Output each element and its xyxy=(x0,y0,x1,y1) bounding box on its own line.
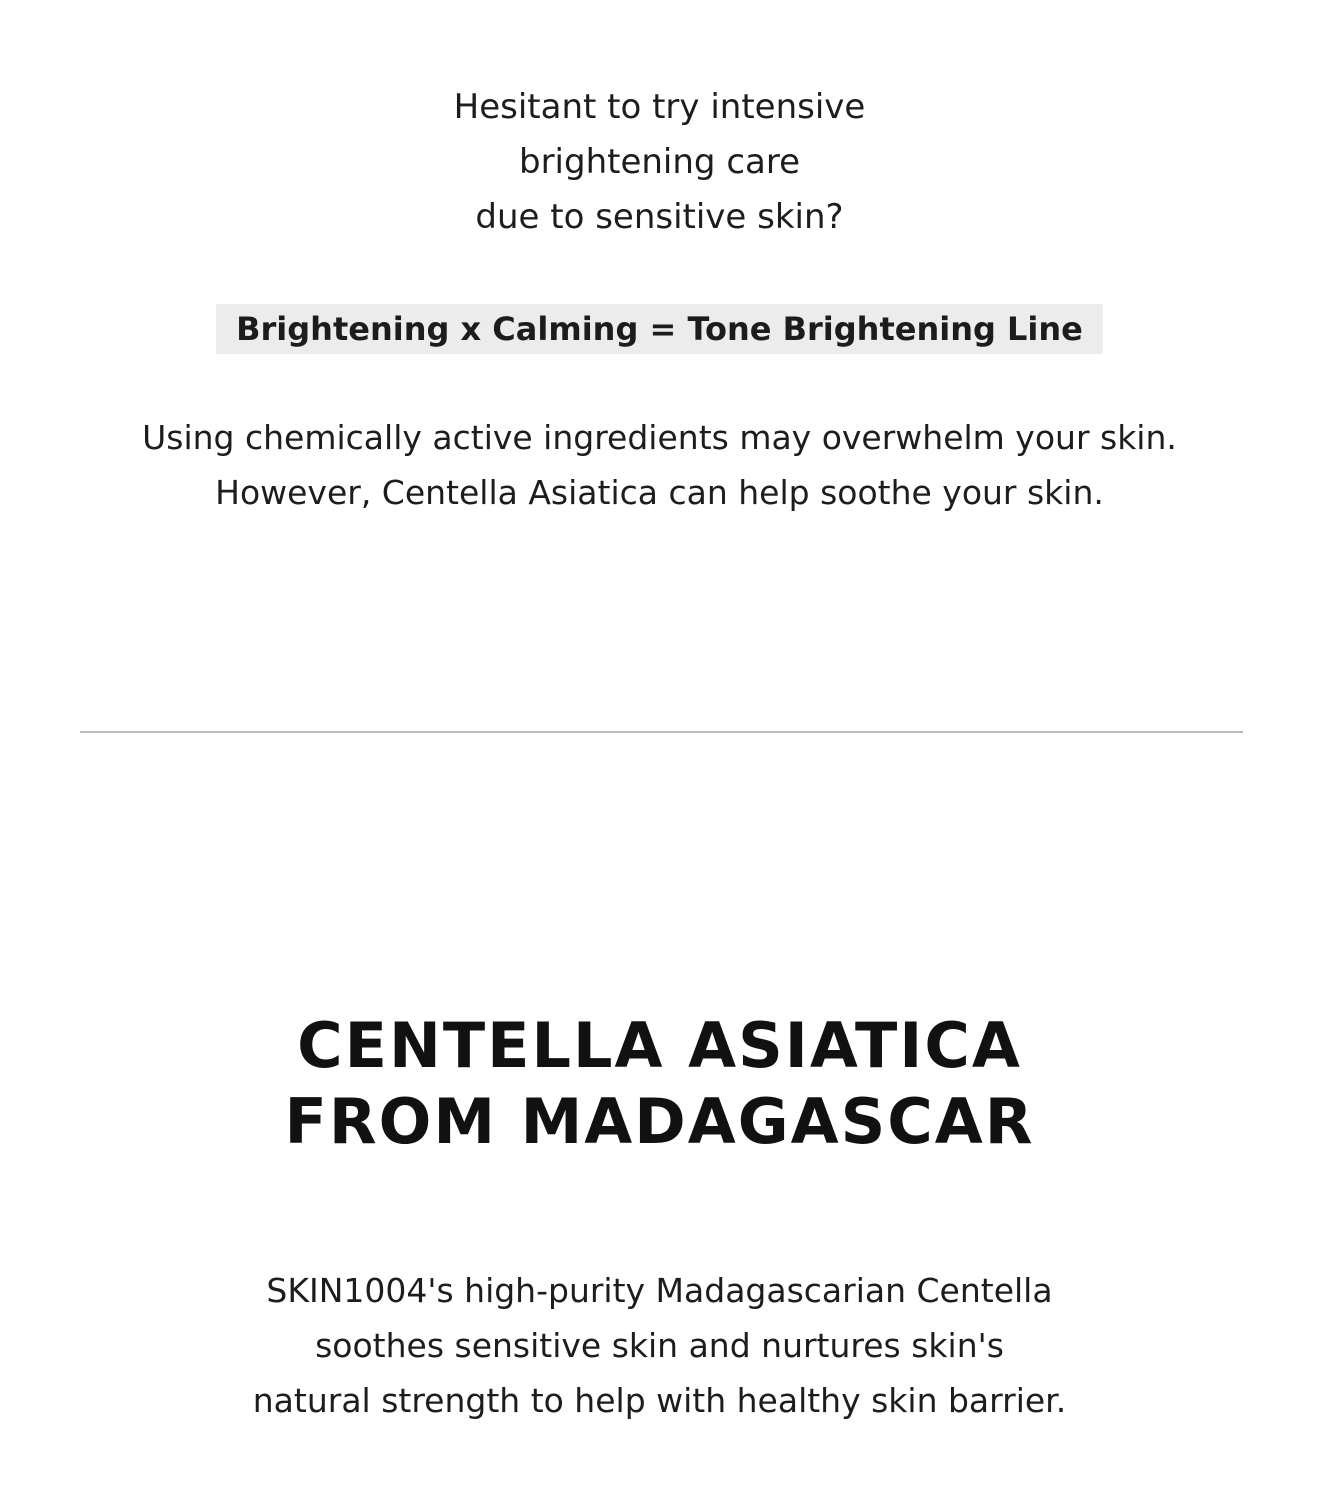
tagline-container xyxy=(0,304,1319,354)
description-line: SKIN1004's high-purity Madagascarian Centella xyxy=(266,1271,1053,1310)
section-heading xyxy=(0,1008,1319,1160)
intro-line: brightening care xyxy=(519,142,800,182)
intro-description xyxy=(0,410,1319,520)
description-line: natural strength to help with healthy skin barrier. xyxy=(252,1381,1067,1420)
description-line: soothes sensitive skin and nurtures skin's xyxy=(315,1326,1004,1365)
description-line: Using chemically active ingredients may overwhelm your skin. xyxy=(142,418,1177,457)
heading-line: CENTELLA ASIATICA xyxy=(297,1009,1022,1082)
section-divider xyxy=(80,731,1243,733)
intro-line: Hesitant to try intensive xyxy=(453,87,866,127)
tagline-highlight: Brightening x Calming = Tone Brightening Line xyxy=(216,304,1103,354)
intro-question xyxy=(0,80,1319,245)
heading-line: FROM MADAGASCAR xyxy=(284,1085,1035,1158)
centella-description xyxy=(0,1263,1319,1428)
description-line: However, Centella Asiatica can help soothe your skin. xyxy=(215,473,1104,512)
intro-line: due to sensitive skin? xyxy=(475,197,844,237)
